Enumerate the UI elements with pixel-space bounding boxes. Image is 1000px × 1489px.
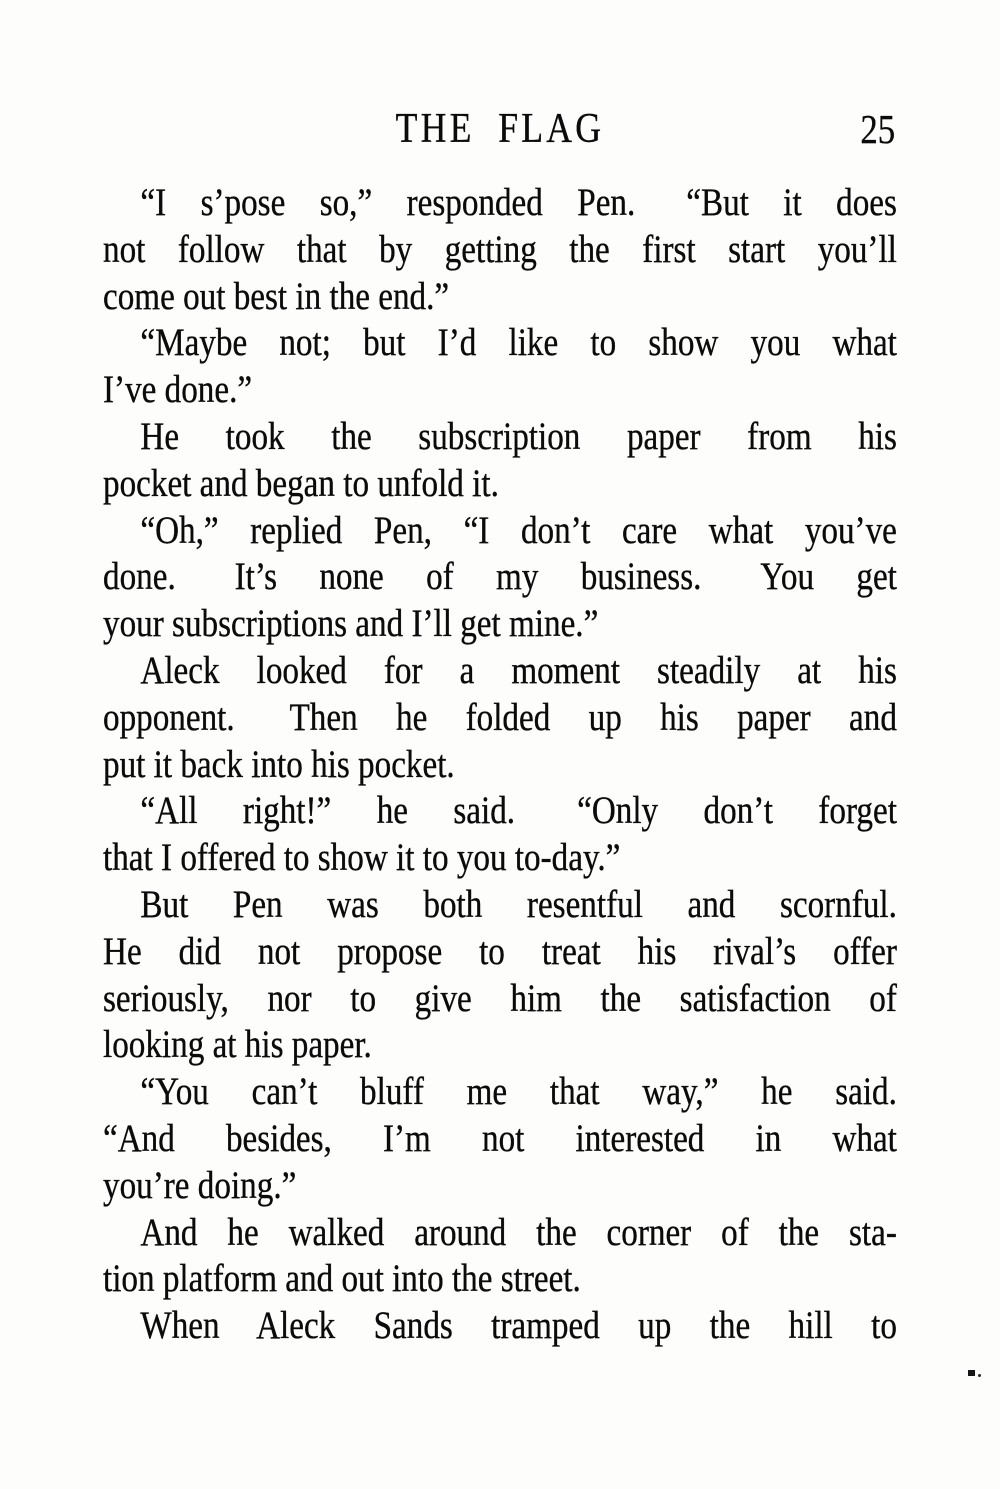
ink-speck-small <box>978 1374 981 1377</box>
paragraph <box>103 648 897 788</box>
paragraph <box>103 320 897 414</box>
page-number: 25 <box>860 106 896 152</box>
text-line: that I offered to show it to you to-day.” <box>103 836 621 880</box>
text-line: “You can’t bluff me that way,” he said. <box>140 1070 897 1114</box>
paragraph <box>103 1210 897 1304</box>
text-line: Aleck looked for a moment steadily at his <box>140 648 897 692</box>
paragraph <box>103 1069 897 1209</box>
ink-speck <box>968 1370 975 1376</box>
text-line: done. It’s none of my business. You get <box>103 555 897 599</box>
text-line: tion platform and out into the street. <box>103 1257 581 1301</box>
text-line: “Maybe not; but I’d like to show you what <box>140 321 897 365</box>
text-line: He did not propose to treat his rival’s offer <box>103 929 897 973</box>
paragraph <box>103 180 897 320</box>
text-line: pocket and began to unfold it. <box>103 461 499 505</box>
text-line: looking at his paper. <box>103 1023 372 1067</box>
running-header <box>103 106 897 153</box>
text-line: you’re doing.” <box>103 1163 297 1207</box>
text-line: But Pen was both resentful and scornful. <box>140 882 897 926</box>
text-line: not follow that by getting the first start you’ll <box>103 227 897 271</box>
text-line: When Aleck Sands tramped up the hill to <box>140 1304 897 1348</box>
paragraph <box>103 1303 897 1350</box>
text-line: “And besides, I’m not interested in what <box>103 1116 897 1160</box>
page-content <box>103 106 897 1350</box>
page-title: THE FLAG <box>395 106 605 152</box>
text-line: “All right!” he said. “Only don’t forget <box>140 789 897 833</box>
text-line: opponent. Then he folded up his paper and <box>103 695 897 739</box>
paragraph <box>103 508 897 648</box>
text-line: “Oh,” replied Pen, “I don’t care what you’ve <box>140 508 897 552</box>
text-line: come out best in the end.” <box>103 274 450 318</box>
text-line: “I s’pose so,” responded Pen. “But it does <box>140 181 897 224</box>
text-line: He took the subscription paper from his <box>140 414 897 458</box>
paragraph <box>103 882 897 1069</box>
text-line: I’ve done.” <box>103 368 253 412</box>
text-line: seriously, nor to give him the satisfaction of <box>103 976 897 1020</box>
text-line: your subscriptions and I’ll get mine.” <box>103 602 599 646</box>
paragraph <box>103 414 897 508</box>
text-line: put it back into his pocket. <box>103 742 455 786</box>
text-line: And he walked around the corner of the sta- <box>140 1210 897 1254</box>
text-block <box>103 180 897 1350</box>
paragraph <box>103 788 897 882</box>
